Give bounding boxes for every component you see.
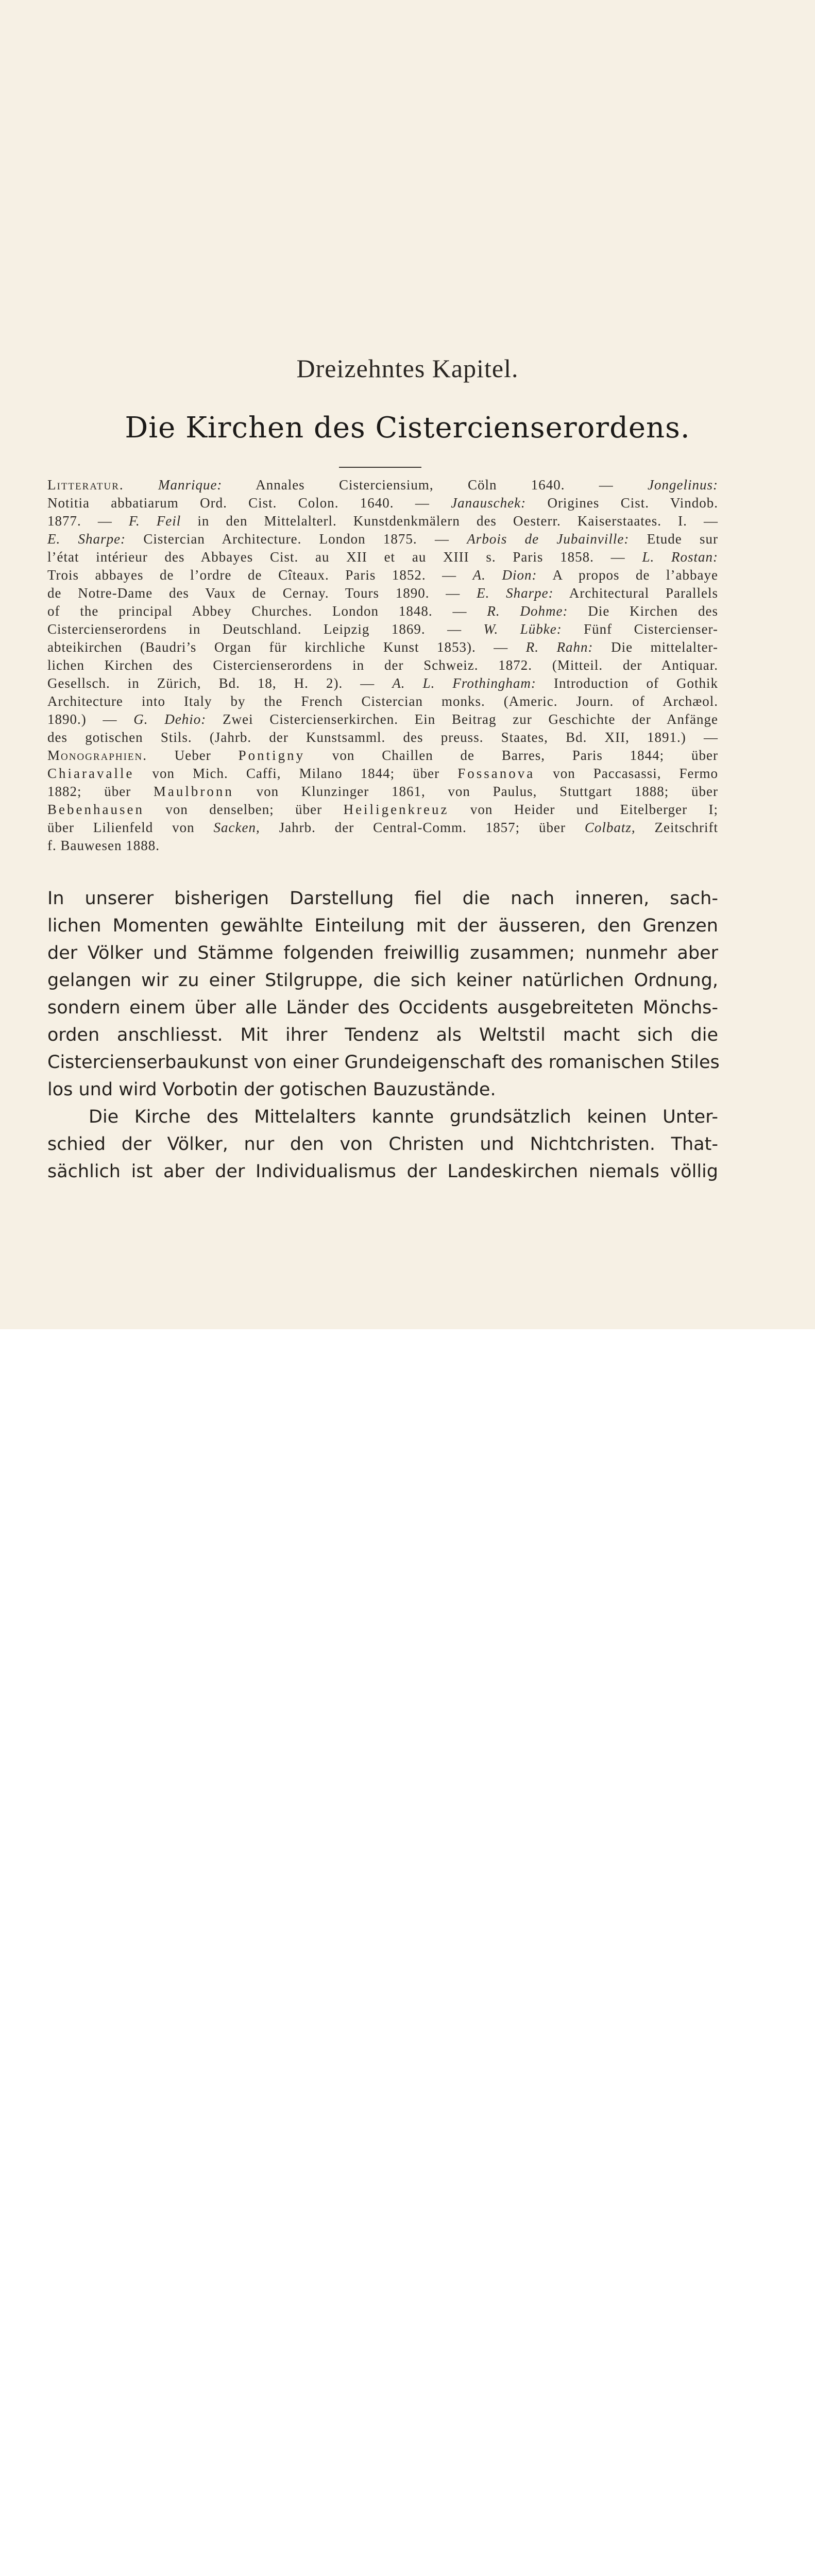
literature-segment: Colbatz,: [584, 820, 636, 835]
body-line: Die Kirche des Mittelalters kannte grundsätzlich keinen Unter-: [89, 1107, 718, 1127]
literature-line: [47, 801, 718, 819]
literature-segment: Jahrb. der Central-Comm. 1857; über: [260, 820, 585, 835]
literature-line: [47, 692, 718, 710]
literature-segment: in den Mittelalterl. Kunstdenkmälern des Oesterr. Kaiserstaates. I. —: [181, 513, 718, 529]
literature-line: [47, 494, 718, 512]
literature-segment: f. Bauwesen 1888.: [47, 838, 160, 853]
literature-line: [47, 638, 718, 656]
literature-segment: Fossanova: [457, 766, 535, 781]
literature-segment: Maulbronn: [153, 784, 234, 799]
body-line: gelangen wir zu einer Stilgruppe, die sich keiner natürlichen Ordnung,: [47, 970, 718, 991]
literature-segment: Arbois de Jubainville:: [467, 531, 630, 547]
body-line: orden anschliesst. Mit ihrer Tendenz als Weltstil macht sich die: [47, 1025, 718, 1045]
literature-segment: Notitia abbatiarum Ord. Cist. Colon. 1640. —: [47, 495, 451, 511]
literature-segment: Cistercienserordens in Deutschland. Leipzig 1869. —: [47, 621, 484, 637]
literature-segment: Origines Cist. Vindob.: [526, 495, 718, 511]
body-line: der Völker und Stämme folgenden freiwillig zusammen; nunmehr aber: [47, 943, 718, 963]
literature-segment: Monographien.: [47, 748, 147, 763]
body-line: sächlich ist aber der Individualismus der Landeskirchen niemals völlig: [47, 1161, 718, 1182]
literature-segment: Architecture into Italy by the French Cistercian monks. (Americ. Journ. of Archæol.: [47, 693, 718, 709]
literature-segment: 1882; über: [47, 784, 154, 799]
literature-segment: F. Feil: [128, 513, 181, 529]
literature-segment: L. Rostan:: [642, 549, 719, 565]
literature-segment: [124, 477, 158, 493]
literature-segment: Zeitschrift: [635, 820, 718, 835]
literature-segment: E. Sharpe:: [477, 585, 554, 601]
literature-segment: A. Dion:: [472, 567, 537, 583]
literature-line: [47, 837, 718, 855]
literature-segment: von Mich. Caffi, Milano 1844; über: [134, 766, 458, 781]
literature-segment: Ueber: [147, 748, 239, 763]
literature-segment: Cistercian Architecture. London 1875. —: [126, 531, 467, 547]
literature-segment: R. Dohme:: [487, 603, 568, 619]
literature-line: [47, 728, 718, 747]
literature-line: [47, 783, 718, 801]
title-divider: [339, 467, 421, 468]
literature-line: [47, 620, 718, 638]
literature-line: [47, 747, 718, 765]
body-line: los und wird Vorbotin der gotischen Bauzustände.: [47, 1079, 496, 1100]
literature-line: [47, 656, 718, 674]
literature-segment: Annales Cisterciensium, Cöln 1640. —: [222, 477, 648, 493]
literature-segment: Jongelinus:: [648, 477, 718, 493]
literature-segment: Die mittelalter-: [593, 639, 719, 655]
literature-segment: Manrique:: [158, 477, 223, 493]
literature-segment: Chiaravalle: [47, 766, 134, 781]
literature-segment: Janauschek:: [451, 495, 527, 511]
literature-segment: de Notre-Dame des Vaux de Cernay. Tours 1890. —: [47, 585, 477, 601]
literature-line: [47, 602, 718, 620]
literature-segment: l’état intérieur des Abbayes Cist. au XII et au XIII s. Paris 1858. —: [47, 549, 642, 565]
body-line: In unserer bisherigen Darstellung fiel die nach inneren, sach-: [47, 888, 718, 909]
footer-bar: [0, 1329, 815, 1382]
literature-segment: von Heider und Eitelberger I;: [449, 802, 719, 817]
literature-line: [47, 566, 718, 584]
literature-segment: Pontigny: [238, 748, 305, 763]
literature-line: [47, 476, 718, 494]
literature-segment: A. L. Frothingham:: [392, 675, 536, 691]
literature-segment: of the principal Abbey Churches. London 1848. —: [47, 603, 487, 619]
literature-segment: E. Sharpe:: [47, 531, 126, 547]
literature-segment: Trois abbayes de l’ordre de Cîteaux. Paris 1852. —: [47, 567, 473, 583]
literature-segment: Fünf Cistercienser-: [562, 621, 718, 637]
literature-segment: von Paccasassi, Fermo: [535, 766, 719, 781]
literature-segment: Sacken,: [213, 820, 260, 835]
literature-segment: Heiligenkreuz: [343, 802, 449, 817]
chapter-heading: Dreizehntes Kapitel.: [296, 354, 519, 383]
literature-segment: lichen Kirchen des Cistercienserordens in der Schweiz. 1872. (Mitteil. der Antiquar.: [47, 657, 718, 673]
literature-segment: über Lilienfeld von: [47, 820, 214, 835]
body-text: [47, 885, 718, 1185]
literature-line: [47, 765, 718, 783]
body-line: schied der Völker, nur den von Christen und Nichtchristen. That-: [47, 1134, 718, 1155]
literature-segment: Gesellsch. in Zürich, Bd. 18, H. 2). —: [47, 675, 393, 691]
literature-segment: Architectural Parallels: [553, 585, 719, 601]
body-line: sondern einem über alle Länder des Occidents ausgebreiteten Mönchs-: [47, 997, 718, 1018]
literature-segment: Litteratur.: [47, 477, 124, 493]
literature-line: [47, 710, 718, 728]
literature-line: [47, 584, 718, 602]
literature-segment: 1890.) —: [47, 711, 134, 727]
chapter-title: Die Kirchen des Cistercienserordens.: [125, 411, 690, 445]
literature-segment: R. Rahn:: [525, 639, 593, 655]
literature-line: [47, 548, 718, 566]
body-line: Cistercienserbaukunst von einer Grundeigenschaft des romanischen Stiles: [47, 1052, 720, 1073]
literature-segment: Introduction of Gothik: [536, 675, 719, 691]
literature-segment: W. Lübke:: [483, 621, 562, 637]
literature-segment: A propos de l’abbaye: [537, 567, 718, 583]
literature-segment: des gotischen Stils. (Jahrb. der Kunstsamml. des preuss. Staates, Bd. XII, 1891.) —: [47, 730, 718, 745]
literature-segment: von Klunzinger 1861, von Paulus, Stuttgart 1888; über: [233, 784, 718, 799]
literature-line: [47, 530, 718, 548]
literature-block: [47, 476, 718, 855]
literature-segment: Zwei Cistercienserkirchen. Ein Beitrag zur Geschichte der Anfänge: [206, 711, 718, 727]
literature-segment: 1877. —: [47, 513, 129, 529]
literature-segment: Bebenhausen: [47, 802, 144, 817]
body-line: lichen Momenten gewählte Einteilung mit der äusseren, den Grenzen: [47, 916, 718, 936]
literature-segment: G. Dehio:: [133, 711, 207, 727]
literature-line: [47, 512, 718, 530]
literature-line: [47, 819, 718, 837]
literature-line: [47, 674, 718, 692]
literature-segment: Etude sur: [629, 531, 718, 547]
literature-segment: von denselben; über: [144, 802, 344, 817]
literature-segment: Die Kirchen des: [568, 603, 718, 619]
literature-segment: abteikirchen (Baudri’s Organ für kirchliche Kunst 1853). —: [47, 639, 526, 655]
literature-segment: von Chaillen de Barres, Paris 1844; über: [305, 748, 718, 763]
